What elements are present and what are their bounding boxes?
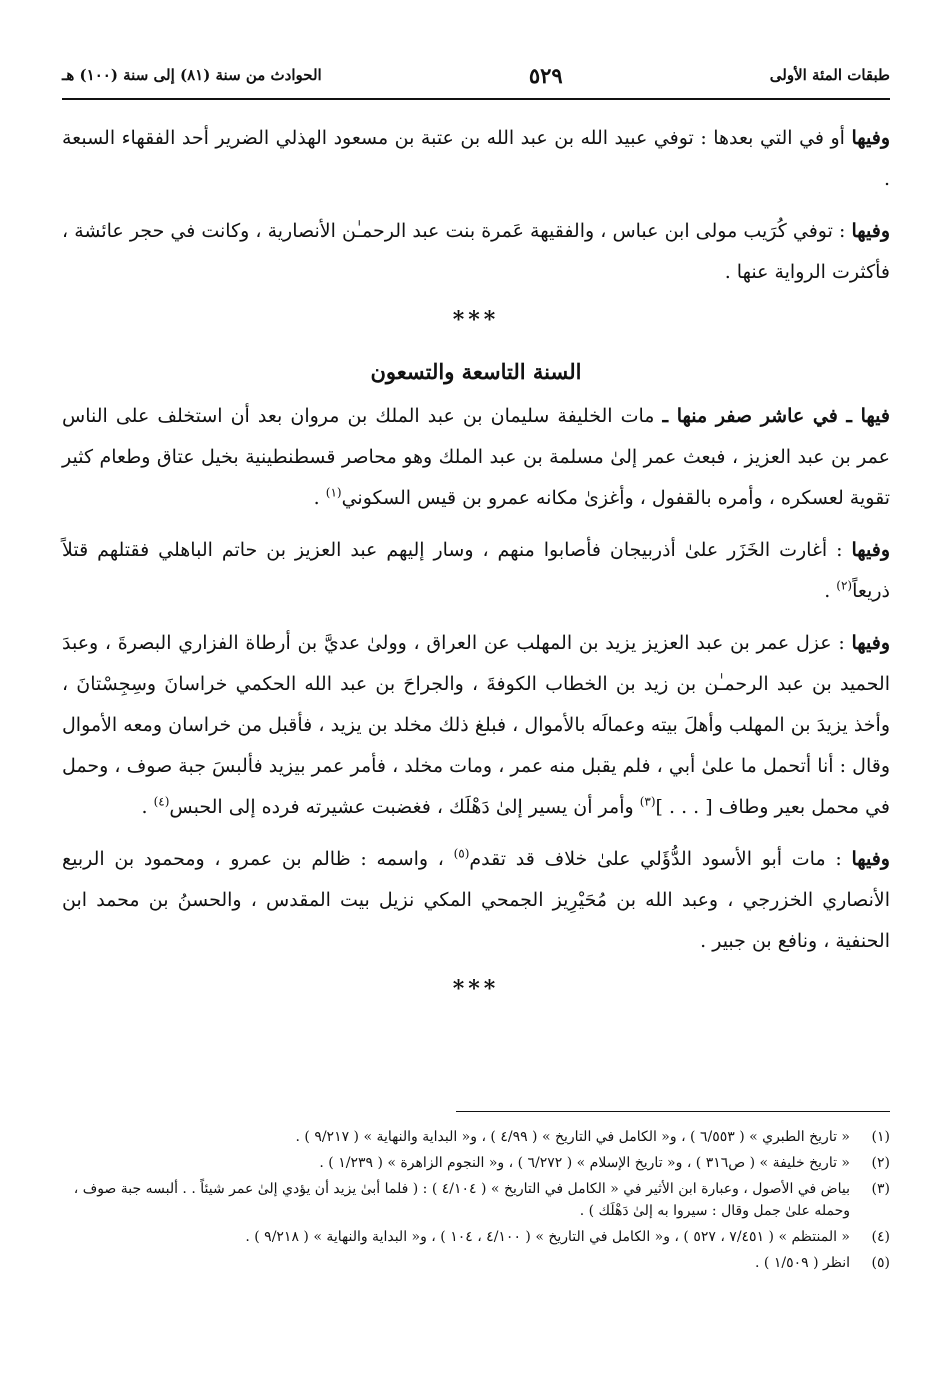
paragraph-text: : مات أبو الأسود الدُّؤَلي علىٰ خلاف قد تقدم	[469, 848, 852, 870]
paragraph	[62, 530, 890, 612]
paragraph-end: .	[313, 487, 326, 509]
paragraph-lead: وفيها	[851, 632, 890, 654]
paragraph-text: مات الخليفة سليمان بن عبد الملك بن مروان بعد أن استخلف على الناس عمر بن عبد العزيز ، فبعث عمر إلىٰ مسلمة بن عبد الملك وهو محاصر قسطنطينية بخيل عتاق وطعام كثير تقوية لعسكره ، وأمره بالقفول ، وأغزىٰ مكانه عمرو بن قيس السكوني	[62, 405, 890, 509]
footnote-ref: (٢)	[836, 578, 853, 593]
paragraph-end: .	[824, 580, 837, 602]
paragraph	[62, 396, 890, 519]
footnote-ref: (١)	[325, 485, 342, 500]
paragraph-lead: وفيها	[851, 220, 890, 242]
paragraph-lead: وفيها	[851, 127, 890, 149]
paragraph-text: : أغارت الخَزَر علىٰ أذربيجان فأصابوا منهم ، وسار إليهم عبد العزيز بن حاتم الباهلي فقتلهم قتلاً ذريعاً	[62, 539, 890, 602]
paragraph	[62, 839, 890, 962]
paragraph-text-cont: ، واسمه : ظالم بن عمرو ، ومحمود بن الربيع الأنصاري الخزرجي ، وعبد الله بن مُحَيْرِيز الجمحي المكي نزيل بيت المقدس ، والحسنُ بن محمد ابن الحنفية ، ونافع بن جبير .	[62, 848, 890, 952]
header-rule	[62, 98, 890, 100]
footnote-rule	[456, 1111, 890, 1112]
paragraph-lead: فيها ـ في عاشر صفر منها ـ	[662, 405, 890, 427]
section-title: السنة التاسعة والتسعون	[370, 359, 582, 384]
paragraph	[62, 211, 890, 293]
footnote-ref: (٤)	[153, 794, 170, 809]
paragraph-end: .	[141, 796, 154, 818]
paragraph-text: : توفي كُرَيب مولى ابن عباس ، والفقيهة عَمرة بنت عبد الرحمـٰن الأنصارية ، وكانت في حجر عائشة ، فأكثرت الرواية عنها .	[62, 220, 890, 283]
page-number: ٥٢٩	[528, 62, 563, 88]
header-book-title: طبقات المئة الأولى	[769, 66, 890, 84]
footnotes	[62, 1126, 890, 1278]
footnote-number: (٤)	[871, 1229, 890, 1245]
footnote-number: (٢)	[871, 1155, 890, 1171]
page-body	[62, 118, 890, 1020]
paragraph	[62, 623, 890, 828]
footnote-text: « تاريخ الطبري » ( ٦/٥٥٣ ) ، و« الكامل في التاريخ » ( ٤/٩٩ ) ، و« البداية والنهاية » ( ٩/٢١٧ ) .	[295, 1129, 850, 1145]
footnote	[62, 1152, 890, 1174]
page-header	[62, 56, 890, 94]
footnote	[62, 1178, 890, 1222]
paragraph-text: أو في التي بعدها : توفي عبيد الله بن عبد الله بن عتبة بن مسعود الهذلي الضرير أحد الفقهاء السبعة .	[62, 127, 890, 190]
paragraph-text: : عزل عمر بن عبد العزيز يزيد بن المهلب عن العراق ، وولىٰ عديَّ بن أرطاة الفزاري البصرةَ ، وعبدَ الحميد بن عبد الرحمـٰن بن زيد بن الخطاب الكوفةَ ، والجراحَ بن عبد الله الحكمي خراسانَ وسِجِسْتانَ ، وأخذ يزيدَ بن المهلب وأهلَ بيته وعمالَه بالأموال ، فبلغ ذلك مخلد بن يزيد ، فأقبل من خراسان ومعه الأموال وقال : أنا أتحمل ما علىٰ أبي ، فلم يقبل منه عمر ، ومات مخلد ، فأمر عمر بيزيد فألبسَ جبة صوف ، وحمل في محمل بعير وطاف [ . . . ]	[62, 632, 890, 818]
footnote-number: (١)	[871, 1129, 890, 1145]
paragraph-text-cont: وأمر أن يسير إلىٰ دَهْلَك ، فغضبت عشيرته فرده إلى الحبس	[169, 796, 640, 818]
footnote	[62, 1226, 890, 1248]
paragraph	[62, 118, 890, 200]
footnote-number: (٣)	[871, 1181, 890, 1197]
footnote-ref: (٣)	[639, 794, 656, 809]
footnote-ref: (٥)	[453, 846, 470, 861]
footnote-text: « تاريخ خليفة » ( ص٣١٦ ) ، و« تاريخ الإسلام » ( ٦/٢٧٢ ) ، و« النجوم الزاهرة » ( ١/٢٣٩ ) .	[319, 1155, 850, 1171]
section-separator: ***	[452, 976, 500, 1002]
section-separator: ***	[452, 307, 500, 333]
footnote	[62, 1252, 890, 1274]
footnote-number: (٥)	[871, 1255, 890, 1271]
footnote-text: « المنتظم » ( ٧/٤٥١ ، ٥٢٧ ) ، و« الكامل في التاريخ » ( ٤/١٠٠ ، ١٠٤ ) ، و« البداية والنهاية » ( ٩/٢١٨ ) .	[245, 1229, 850, 1245]
footnote-text: بياض في الأصول ، وعبارة ابن الأثير في « الكامل في التاريخ » ( ٤/١٠٤ ) : ( فلما أبىٰ يزيد أن يؤدي إلىٰ عمر شيئاً . . ألبسه جبة صوف ، وحمله علىٰ جمل وقال : سيروا به إلىٰ دَهْلَك ) .	[73, 1181, 850, 1219]
paragraph-lead: وفيها	[851, 848, 890, 870]
footnote-text: انظر ( ١/٥٠٩ ) .	[755, 1255, 850, 1271]
header-chapter-title: الحوادث من سنة (٨١) إلى سنة (١٠٠) هـ	[62, 66, 322, 84]
footnote	[62, 1126, 890, 1148]
paragraph-lead: وفيها	[851, 539, 890, 561]
